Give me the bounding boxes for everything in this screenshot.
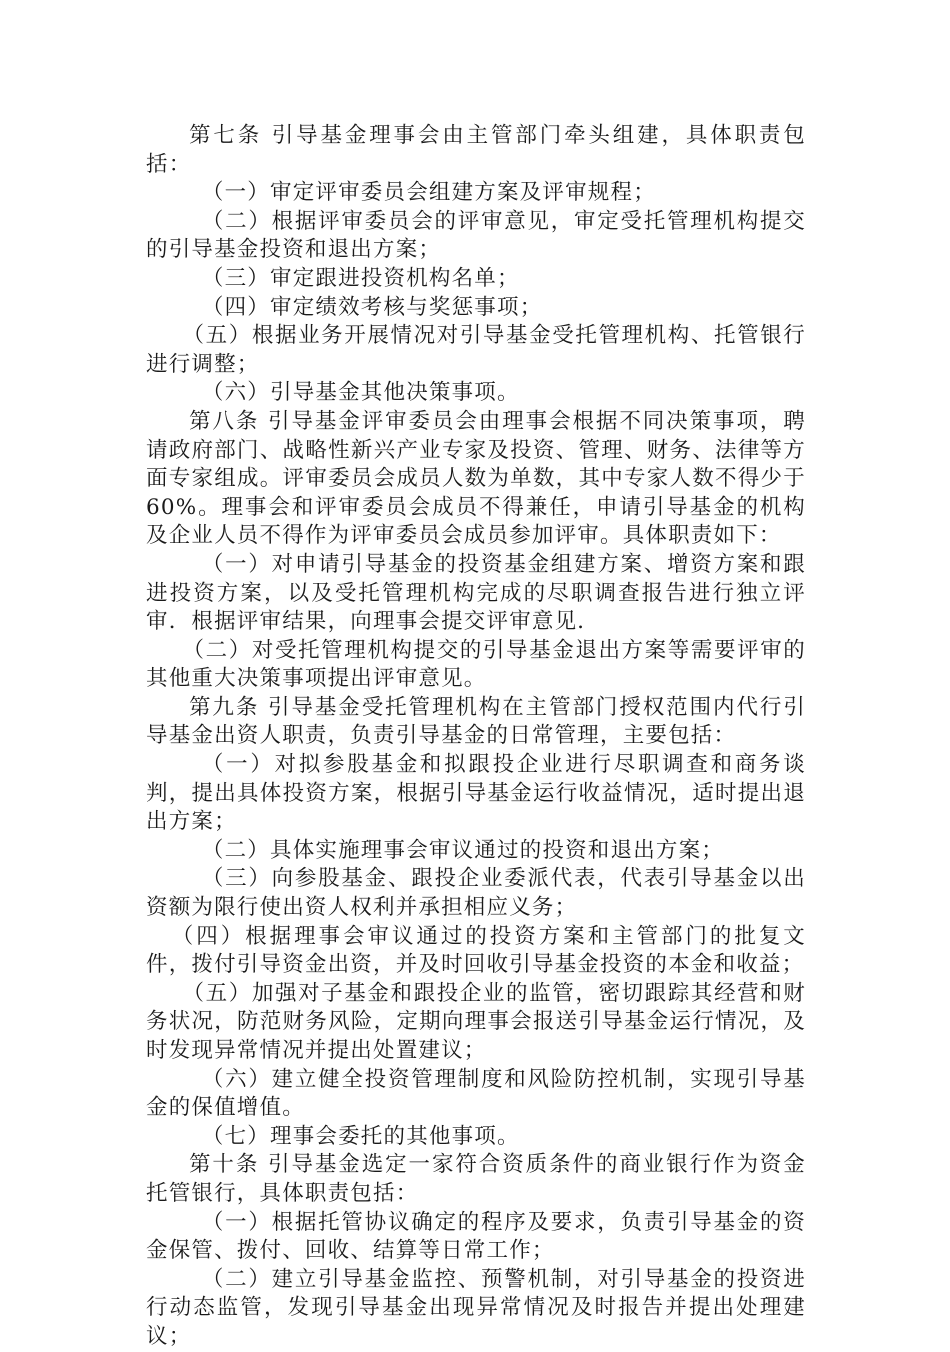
article-7-item-4: （四）审定绩效考核与奖惩事项； xyxy=(201,294,543,320)
article-9-item-5: （五）加强对子基金和跟投企业的监管，密切跟踪其经营和财务状况，防范财务风险，定期向理事会报送引导基金运行情况，及时发现异常情况并提出处置建议； xyxy=(146,980,806,1063)
article-9-heading: 第九条 引导基金受托管理机构在主管部门授权范围内代行引导基金出资人职责，负责引导基金的日常管理，主要包括： xyxy=(146,694,806,749)
article-9-item-6: （六）建立健全投资管理制度和风险防控机制，实现引导基金的保值增值。 xyxy=(146,1066,806,1121)
article-7-item-6: （六）引导基金其他决策事项。 xyxy=(201,380,520,406)
article-8-item-2: （二）对受托管理机构提交的引导基金退出方案等需要评审的其他重大决策事项提出评审意见。 xyxy=(146,637,806,692)
article-7-item-1: （一）审定评审委员会组建方案及评审规程； xyxy=(201,180,656,206)
article-7-item-2: （二）根据评审委员会的评审意见，审定受托管理机构提交的引导基金投资和退出方案； xyxy=(146,208,806,263)
article-7-item-3: （三）审定跟进投资机构名单； xyxy=(201,265,520,291)
article-8-item-1: （一）对申请引导基金的投资基金组建方案、增资方案和跟进投资方案，以及受托管理机构完成的尽职调查报告进行独立评审．根据评审结果，向理事会提交评审意见． xyxy=(146,551,806,635)
article-7-item-5: （五）根据业务开展情况对引导基金受托管理机构、托管银行进行调整； xyxy=(146,323,806,377)
article-10-item-2: （二）建立引导基金监控、预警机制，对引导基金的投资进行动态监管，发现引导基金出现异常情况及时报告并提出处理建议； xyxy=(146,1266,806,1349)
document-body xyxy=(146,122,806,1352)
article-9-item-7: （七）理事会委托的其他事项。 xyxy=(201,1123,520,1149)
article-7-heading: 第七条 引导基金理事会由主管部门牵头组建，具体职责包括： xyxy=(146,123,806,177)
article-9-item-4: （四）根据理事会审议通过的投资方案和主管部门的批复文件，拨付引导资金出资，并及时回收引导基金投资的本金和收益； xyxy=(146,923,806,978)
article-9-item-2: （二）具体实施理事会审议通过的投资和退出方案； xyxy=(201,837,724,863)
article-9-item-1: （一）对拟参股基金和拟跟投企业进行尽职调查和商务谈判，提出具体投资方案，根据引导基金运行收益情况，适时提出退出方案； xyxy=(146,752,806,835)
article-8-heading: 第八条 引导基金评审委员会由理事会根据不同决策事项，聘请政府部门、战略性新兴产业专家及投资、管理、财务、法律等方面专家组成。评审委员会成员人数为单数，其中专家人数不得少于60%。理事会和评审委员会成员不得兼任，申请引导基金的机构及企业人员不得作为评审委员会成员参加评审。具体职责如下： xyxy=(146,408,806,549)
article-10-heading: 第十条 引导基金选定一家符合资质条件的商业银行作为资金托管银行，具体职责包括： xyxy=(146,1152,806,1206)
article-9-item-3: （三）向参股基金、跟投企业委派代表，代表引导基金以出资额为限行使出资人权利并承担相应义务； xyxy=(146,866,806,921)
article-10-item-1: （一）根据托管协议确定的程序及要求，负责引导基金的资金保管、拨付、回收、结算等日常工作； xyxy=(146,1209,806,1264)
